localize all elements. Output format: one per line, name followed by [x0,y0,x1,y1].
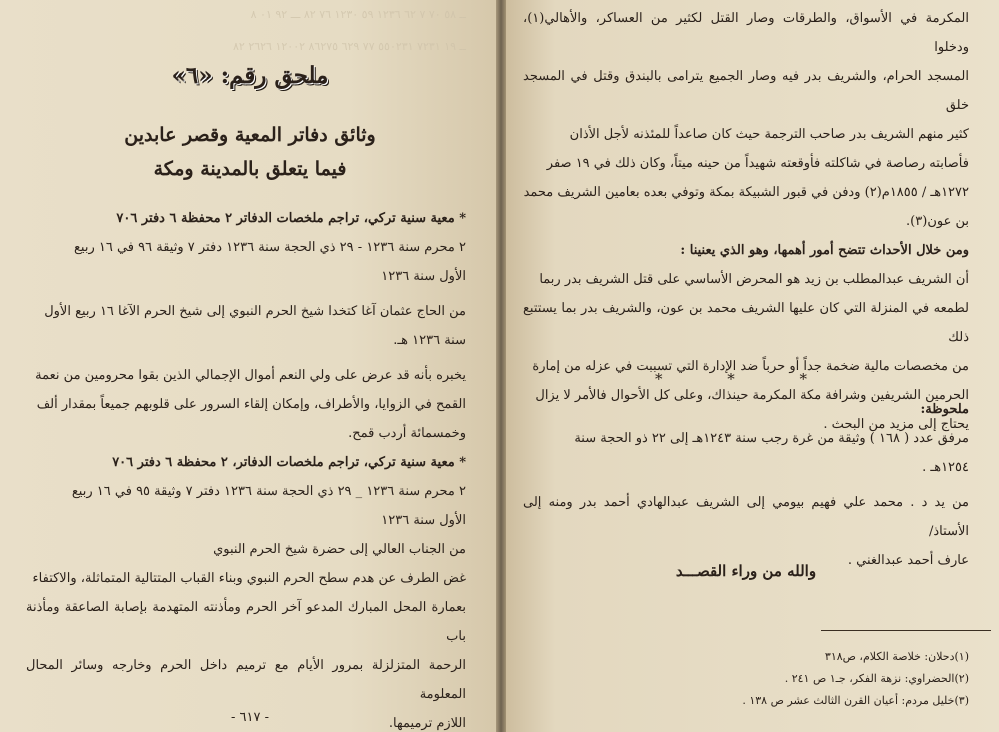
entry-2-body-line: الرحمة المتزلزلة بمرور الأيام مع ترميم داخل الحرم وخارجه وسائر المحال المعلومة [26,658,466,702]
entry-2-heading: * معية سنية تركي، تراجم ملخصات الدفاتر، ٢ محفظة ٦ دفتر ٧٠٦ [112,455,466,470]
note-line: ١٢٥٤هـ . [922,460,969,475]
section-intro-line: ومن خلال الأحداث تتضح أمور أهمها، وهو الذي يعنينا : [680,243,969,258]
paragraph-line: يحتاج إلى مزيد من البحث . [823,417,969,432]
entry-2-date-line: ٢ محرم سنة ١٢٣٦ _ ٢٩ ذي الحجة سنة ١٢٣٦ دفتر ٧ وثيقة ٩٥ في ١٦ ربيع [71,484,466,499]
entry-1-sender-line: من الحاج عثمان آغا كتخدا شيخ الحرم النبوي إلى شيخ الحرم الآغا ١٦ ربيع الأول [44,304,466,319]
entry-1-sender-line: سنة ١٢٣٦ هـ. [393,333,466,348]
paragraph-line: المسجد الحرام، والشريف بدر فيه وصار الجميع يترامى بالبندق وقتل في المسجد خلق [523,69,969,113]
entry-1-date-line: الأول سنة ١٢٣٦ [381,269,466,284]
paragraph-line: من مخصصات مالية ضخمة جداً أو حرباً ضد الإدارة التي تسببت في عزله من إمارة [532,359,969,374]
paragraph-line: بن عون(٣). [906,214,969,229]
entry-1-heading: * معية سنية تركي، تراجم ملخصات الدفاتر ٢ محفظة ٦ دفتر ٧٠٦ [116,211,466,226]
notes-block [523,395,969,575]
book-gutter [496,0,506,732]
entry-2-date-line: الأول سنة ١٢٣٦ [381,513,466,528]
paragraph-line: كثير منهم الشريف بدر صاحب الترجمة حيث كان صاعداً للمئذنه لأجل الأذان [569,127,969,142]
footnote-1: (١)دحلان: خلاصة الكلام، ص٣١٨ [824,650,969,663]
entry-1-body-line: القمح في الزوايا، والأطراف، وإمكان إلقاء السرور على قلوبهم جميعاً بمقدار ألف [36,397,466,412]
note-line: عارف أحمد عبدالغني . [847,553,969,568]
note-line: مرفق عدد ( ١٦٨ ) وثيقة من غرة رجب سنة ١٢٤٣هـ إلى ٢٢ ذو الحجة سنة [574,431,969,446]
document-title-line-2: فيما يتعلق بالمدينة ومكة [153,158,347,180]
entry-1-body-line: وخمسمائة أردب قمح. [348,426,466,441]
left-page [0,0,496,732]
page-number: - ٦١٧ - [230,710,269,725]
entry-2-recipient-line: من الجناب العالي إلى حضرة شيخ الحرم النبوي [213,542,466,557]
paragraph-line: المكرمة في الأسواق، والطرقات وصار القتل لكثير من العساكر، والأهالي(١)، ودخلوا [523,11,969,55]
section-separator: * * * [654,370,838,388]
appendix-heading: ملحق رقم: «٦» [171,62,329,89]
note-line: من يد د . محمد علي فهيم بيومي إلى الشريف عبدالهادي أحمد بدر ومنه إلى الأستاذ/ [523,495,969,539]
left-text-body [26,204,466,732]
entry-1-date-line: ٢ محرم سنة ١٢٣٦ - ٢٩ ذي الحجة سنة ١٢٣٦ دفتر ٧ وثيقة ٩٦ في ١٦ ربيع [73,240,466,255]
bleed-through-text: ــ ٥٨ ٧٠ ٧ ٦٢ ١٢٣٦ ٥٩ ١٢٣٠ ٧٦ ٨٢ ـــ ٩٢ ٠١ ٨ [250,8,466,21]
footnote-3: (٣)خليل مردم: أعيان القرن الثالث عشر ص ١٣٨ . [742,694,969,707]
paragraph-line: لطمعه في المنزلة التي كان عليها الشريف محمد بن عون، والشريف بدر بما يستتبع ذلك [523,301,969,345]
entry-2-body-line: اللازم ترميمها. [388,716,466,731]
entry-1-body-line: يخبره بأنه قد عرض على ولي النعم أموال الإجمالي الذين بقوا محرومين من نعمة [35,368,466,383]
paragraph-line: الحرمين الشريفين وشرافة مكة المكرمة حينذاك، وعلى كل الأحوال فالأمر لا يزال [535,388,969,403]
paragraph-line: فأصابته رصاصة في شاكلته فأوقعته شهيداً من حينه ميتاً، وكان ذلك في ١٩ صفر [546,156,969,171]
document-title-line-1: وثائق دفاتر المعية وقصر عابدين [124,124,376,146]
closing-phrase: والله من وراء القصـــد [675,562,817,580]
entry-2-body-line: غض الطرف عن هدم سطح الحرم النبوي وبناء القباب المتتالية المتماثلة، والاكتفاء [32,571,466,586]
right-page [506,0,999,732]
bleed-through-text: ــ ١٩ ٧٢٣١ ٥٥٠٢٣١ ٧٧ ٦٢٩ ٨٦٢٧٥ ١٢٠٠٢ ٢٦٢٦ ٨٢ [233,40,466,53]
footnote-separator [821,630,991,631]
paragraph-line: أن الشريف عبدالمطلب بن زيد هو المحرض الأساسي على قتل الشريف بدر ربما [539,272,969,287]
paragraph-line: ١٢٧٢هـ / ١٨٥٥م(٢) ودفن في قبور الشبيكة بمكة وتوفي بعده بعامين الشريف محمد [523,185,969,200]
note-heading: ملحوظة: [920,402,969,417]
footnote-2: (٢)الحضراوي: نزهة الفكر، جـ١ ص ٢٤١ . [784,672,969,685]
entry-2-body-line: بعمارة المحل المبارك المدعو آخر الحرم ومأذنته المتهدمة بإصابة الصاعقة ومأذنة باب [26,600,466,644]
